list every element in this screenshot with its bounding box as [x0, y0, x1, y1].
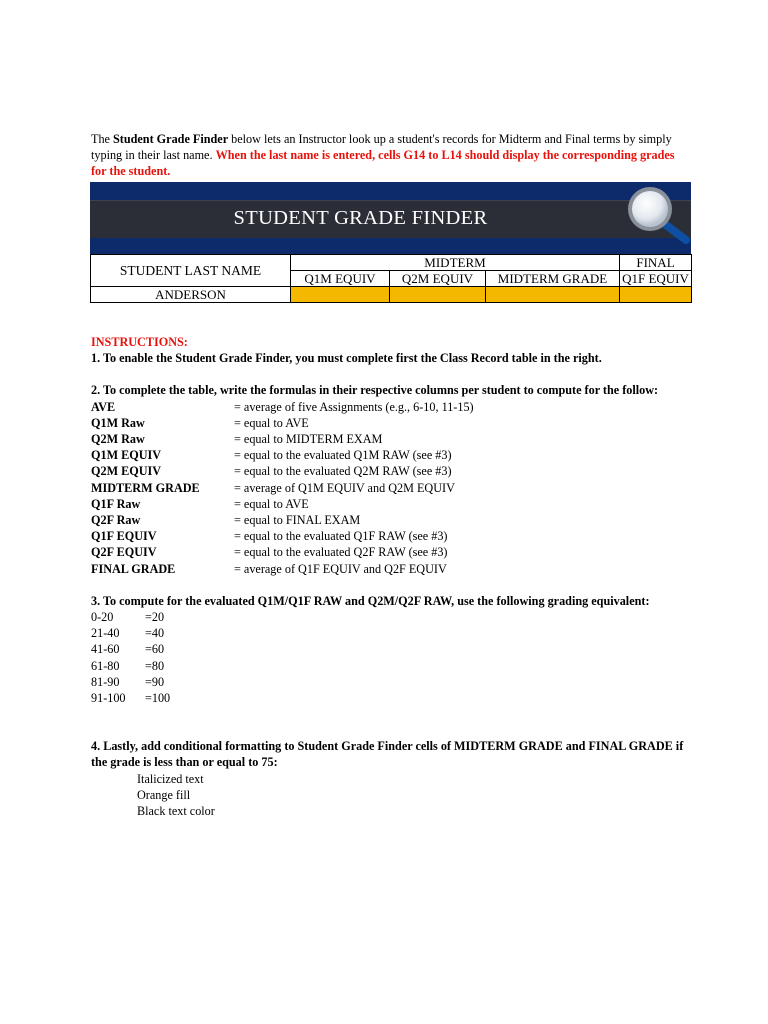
equivalent-range: 41-60 [91, 642, 120, 657]
equivalent-range: 91-100 [91, 691, 126, 706]
formula-row [91, 447, 691, 463]
intro-rest: below lets an Instructor look up a student's records for Midterm and Final terms by simply typing in their last name. [91, 132, 672, 162]
step-1: 1. To enable the Student Grade Finder, you must complete first the Class Record table in the right. [91, 351, 602, 366]
step-2: 2. To complete the table, write the formulas in their respective columns per student to compute for the follow: [91, 383, 659, 398]
formula-key: Q2F EQUIV [91, 545, 157, 560]
intro-red-note: When the last name is entered, cells G14 to L14 should display the corresponding grades for the student. [91, 148, 675, 178]
formula-row [91, 431, 691, 447]
midterm-grade-header: MIDTERM GRADE [486, 271, 620, 287]
magnifying-glass-icon [624, 184, 694, 246]
equivalent-row [91, 658, 691, 674]
final-header: FINAL [620, 255, 692, 271]
formula-key: Q1M EQUIV [91, 448, 162, 463]
formula-value: = average of Q1M EQUIV and Q2M EQUIV [234, 480, 455, 495]
instructions-section [91, 334, 691, 819]
equivalent-range: 81-90 [91, 674, 120, 689]
formula-key: FINAL GRADE [91, 561, 176, 576]
equivalent-value: =40 [145, 626, 165, 641]
banner-top-band [90, 182, 691, 200]
formula-value: = average of five Assignments (e.g., 6-10, 11-15) [234, 399, 474, 414]
formula-row [91, 544, 691, 560]
formula-key: Q2M EQUIV [91, 464, 162, 479]
formula-value: = equal to the evaluated Q1F RAW (see #3) [234, 529, 448, 544]
instructions-heading: INSTRUCTIONS: [91, 335, 188, 349]
equivalent-row [91, 690, 691, 706]
banner-bottom-band [90, 238, 691, 254]
step-4: 4. Lastly, add conditional formatting to Student Grade Finder cells of MIDTERM GRADE and FINAL GRADE if the grade is less than or equal to 75: [91, 739, 684, 770]
equivalent-value: =90 [145, 674, 165, 689]
format-item: Black text color [137, 804, 215, 819]
format-item: Italicized text [137, 771, 204, 786]
equivalent-row [91, 674, 691, 690]
student-last-name-header: STUDENT LAST NAME [91, 255, 291, 287]
formula-row [91, 496, 691, 512]
formula-key: Q1F EQUIV [91, 529, 157, 544]
formula-key: AVE [91, 399, 116, 414]
midterm-header: MIDTERM [291, 255, 620, 271]
formula-key: Q2M Raw [91, 432, 145, 447]
equivalent-range: 61-80 [91, 658, 120, 673]
formula-key: Q1M Raw [91, 415, 145, 430]
equivalent-value: =20 [145, 610, 165, 625]
equivalent-row [91, 625, 691, 641]
formula-key: MIDTERM GRADE [91, 480, 200, 495]
equivalent-value: =60 [145, 642, 165, 657]
intro-bold-name: Student Grade Finder [113, 132, 229, 146]
equivalent-range: 21-40 [91, 626, 120, 641]
formula-key: Q2F Raw [91, 513, 141, 528]
intro-paragraph [91, 131, 691, 179]
equivalent-value: =100 [145, 691, 171, 706]
q1f-equiv-cell [620, 287, 692, 303]
formula-value: = equal to AVE [234, 415, 309, 430]
equivalent-row [91, 609, 691, 625]
formula-row [91, 463, 691, 479]
formula-value: = equal to MIDTERM EXAM [234, 432, 383, 447]
formula-list [91, 399, 691, 577]
intro-lead: The [91, 132, 113, 146]
q2m-equiv-header: Q2M EQUIV [390, 271, 486, 287]
q1m-equiv-cell [291, 287, 390, 303]
format-item: Orange fill [137, 787, 191, 802]
equivalent-value: =80 [145, 658, 165, 673]
student-name-input[interactable]: ANDERSON [91, 287, 291, 303]
format-list [91, 771, 691, 820]
q1m-equiv-header: Q1M EQUIV [291, 271, 390, 287]
q1f-equiv-header: Q1F EQUIV [620, 271, 692, 287]
grade-finder-banner [90, 182, 691, 254]
formula-value: = equal to the evaluated Q2M RAW (see #3) [234, 464, 452, 479]
grade-finder-table [90, 254, 692, 303]
formula-value: = equal to AVE [234, 496, 309, 511]
equivalent-row [91, 641, 691, 657]
formula-value: = equal to the evaluated Q2F RAW (see #3) [234, 545, 448, 560]
formula-value: = average of Q1F EQUIV and Q2F EQUIV [234, 561, 447, 576]
equivalent-range: 0-20 [91, 610, 114, 625]
formula-row [91, 480, 691, 496]
formula-row [91, 512, 691, 528]
formula-key: Q1F Raw [91, 496, 141, 511]
formula-row [91, 399, 691, 415]
grading-equivalent-list [91, 609, 691, 706]
formula-row [91, 528, 691, 544]
formula-value: = equal to the evaluated Q1M RAW (see #3) [234, 448, 452, 463]
q2m-equiv-cell [390, 287, 486, 303]
step-3: 3. To compute for the evaluated Q1M/Q1F RAW and Q2M/Q2F RAW, use the following grading equivalent: [91, 593, 650, 608]
midterm-grade-cell [486, 287, 620, 303]
formula-value: = equal to FINAL EXAM [234, 513, 361, 528]
banner-title: STUDENT GRADE FINDER [233, 207, 488, 229]
formula-row [91, 415, 691, 431]
formula-row [91, 561, 691, 577]
